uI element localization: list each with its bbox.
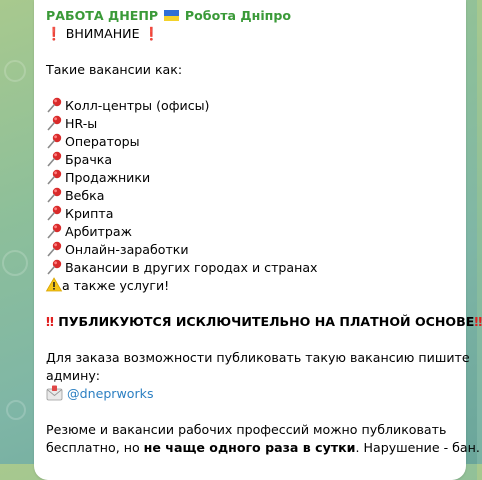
list-item: Вакансии в других городах и странах <box>46 259 454 277</box>
double-exclamation-icon: ‼ <box>474 314 482 329</box>
list-item: Вебка <box>46 187 454 205</box>
red-exclamation-icon: ❗ <box>143 26 160 41</box>
resume-text-line2: бесплатно, но не чаще одного раза в сутки. Нарушение - бан. <box>46 440 480 455</box>
sender-name-suffix[interactable]: Робота Дніпро <box>184 8 292 23</box>
frequency-limit: не чаще одного раза в сутки <box>143 440 356 455</box>
pushpin-icon <box>46 115 63 131</box>
double-exclamation-icon: ‼ <box>46 314 54 329</box>
list-item: Операторы <box>46 133 454 151</box>
order-text-line2: админу: <box>46 368 101 383</box>
warning-icon <box>46 277 62 292</box>
wallpaper-doodle <box>4 60 26 82</box>
pushpin-icon <box>46 241 63 257</box>
pushpin-icon <box>46 205 63 221</box>
pushpin-icon <box>46 169 63 185</box>
list-item: Продажники <box>46 169 454 187</box>
pushpin-icon <box>46 187 63 203</box>
list-item: Крипта <box>46 205 454 223</box>
pushpin-icon <box>46 97 63 113</box>
order-text-line1: Для заказа возможности публиковать такую вакансию пишите <box>46 350 470 365</box>
list-item: HR-ы <box>46 115 454 133</box>
admin-link[interactable]: @dneprworks <box>67 386 154 401</box>
sender-name[interactable]: РАБОТА ДНЕПР <box>46 8 159 23</box>
list-item: Колл-центры (офисы) <box>46 97 454 115</box>
wallpaper-doodle <box>6 400 26 420</box>
pushpin-icon <box>46 151 63 167</box>
list-item: Онлайн-заработки <box>46 241 454 259</box>
attention-line <box>46 25 454 43</box>
vacancy-list <box>46 97 454 295</box>
pushpin-icon <box>46 259 63 275</box>
wallpaper-doodle <box>2 250 28 276</box>
envelope-icon <box>46 385 63 401</box>
list-item-services: а также услуги! <box>46 277 454 295</box>
pushpin-icon <box>46 223 63 239</box>
red-exclamation-icon: ❗ <box>46 26 62 41</box>
message-sender[interactable] <box>46 7 454 25</box>
attention-text: ВНИМАНИЕ <box>65 26 140 41</box>
paid-notice: ‼ ПУБЛИКУЮТСЯ ИСКЛЮЧИТЕЛЬНО НА ПЛАТНОЙ ОСНОВЕ‼ <box>46 314 482 329</box>
ukraine-flag-icon <box>164 10 179 21</box>
list-item: Арбитраж <box>46 223 454 241</box>
message-bubble <box>34 0 482 480</box>
list-item: Брачка <box>46 151 454 169</box>
admin-contact <box>46 385 454 403</box>
intro-text: Такие вакансии как: <box>46 62 183 77</box>
pushpin-icon <box>46 133 63 149</box>
resume-text-line1: Резюме и вакансии рабочих профессий можно публиковать <box>46 422 447 437</box>
